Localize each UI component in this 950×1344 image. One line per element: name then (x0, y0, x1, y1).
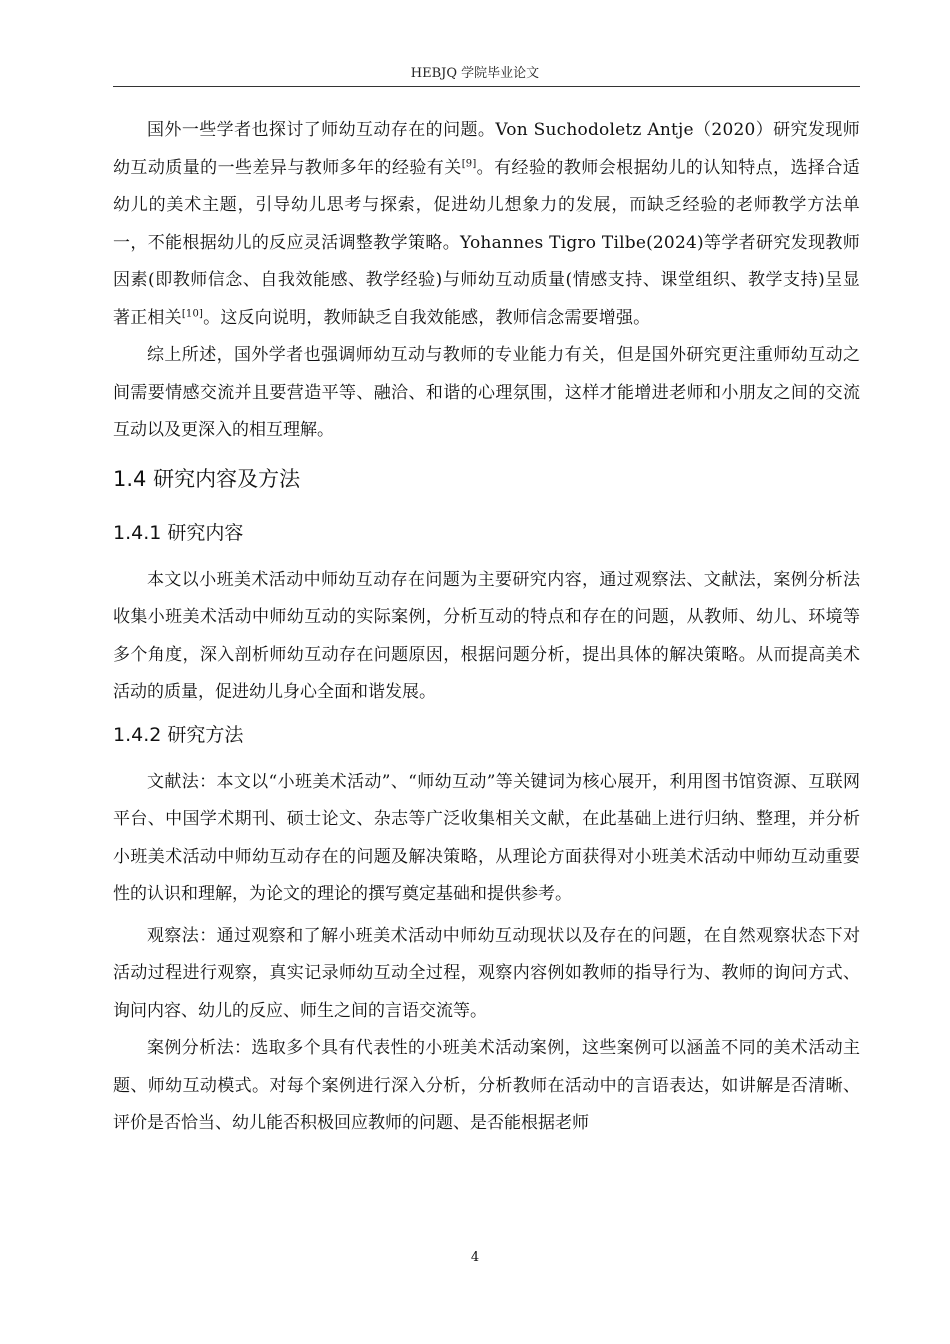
citation-ref-10: [10] (181, 307, 204, 319)
page-body (113, 112, 860, 1143)
paragraph-research-content: 本文以小班美术活动中师幼互动存在问题为主要研究内容，通过观察法、文献法，案例分析法收集小班美术活动中师幼互动的实际案例，分析互动的特点和存在的问题，从教师、幼儿、环境等多个角度，深入剖析师幼互动存在问题原因，根据问题分析，提出具体的解决策略。从而提高美术活动的质量，促进幼儿身心全面和谐发展。 (113, 569, 860, 702)
page-header: HEBJQ 学院毕业论文 (410, 66, 540, 81)
paragraph-text: 国外一些学者也探讨了师幼互动存在的问题。Von Suchodoletz Antje（2020）研究发现师幼互动质量的一些差异与教师多年的经验有关 (113, 120, 860, 178)
paragraph-literature-method: 文献法：本文以“小班美术活动”、“师幼互动”等关键词为核心展开，利用图书馆资源、互联网平台、中国学术期刊、硕士论文、杂志等广泛收集相关文献，在此基础上进行归纳、整理，并分析小班美术活动中师幼互动存在的问题及解决策略，从理论方面获得对小班美术活动中师幼互动重要性的认识和理解，为论文的理论的撰写奠定基础和提供参考。 (113, 771, 860, 904)
paragraph-case-analysis-method: 案例分析法：选取多个具有代表性的小班美术活动案例，这些案例可以涵盖不同的美术活动主题、师幼互动模式。对每个案例进行深入分析，分析教师在活动中的言语表达，如讲解是否清晰、评价是否恰当、幼儿能否积极回应教师的问题、是否能根据老师 (113, 1038, 860, 1133)
paragraph-text: 。这反向说明，教师缺乏自我效能感，教师信念需要增强。 (203, 307, 651, 328)
header-divider (113, 86, 860, 87)
paragraph-foreign-research (113, 112, 860, 337)
section-heading-1-4-1: 1.4.1 研究内容 (113, 521, 244, 544)
citation-ref-9: [9] (461, 157, 477, 169)
paragraph-observation-method: 观察法：通过观察和了解小班美术活动中师幼互动现状以及存在的问题，在自然观察状态下对活动过程进行观察，真实记录师幼互动全过程，观察内容例如教师的指导行为、教师的询问方式、询问内容、幼儿的反应、师生之间的言语交流等。 (113, 925, 860, 1021)
page-number: 4 (470, 1250, 480, 1265)
section-heading-1-4: 1.4 研究内容及方法 (113, 466, 301, 491)
section-heading-1-4-2: 1.4.2 研究方法 (113, 723, 244, 746)
paragraph-summary: 综上所述，国外学者也强调师幼互动与教师的专业能力有关，但是国外研究更注重师幼互动之间需要情感交流并且要营造平等、融洽、和谐的心理氛围，这样才能增进老师和小朋友之间的交流互动以及更深入的相互理解。 (113, 345, 860, 440)
paragraph-text: 。有经验的教师会根据幼儿的认知特点，选择合适幼儿的美术主题，引导幼儿思考与探索，促进幼儿想象力的发展，而缺乏经验的老师教学方法单一，不能根据幼儿的反应灵活调整教学策略。Yohannes Tigro Tilbe(2024)等学者研究发现教师因素(即教师信念、自我效能感、教学经验)与师幼互动质量(情感支持、课堂组织、教学支持)呈显著正相关 (113, 157, 861, 328)
